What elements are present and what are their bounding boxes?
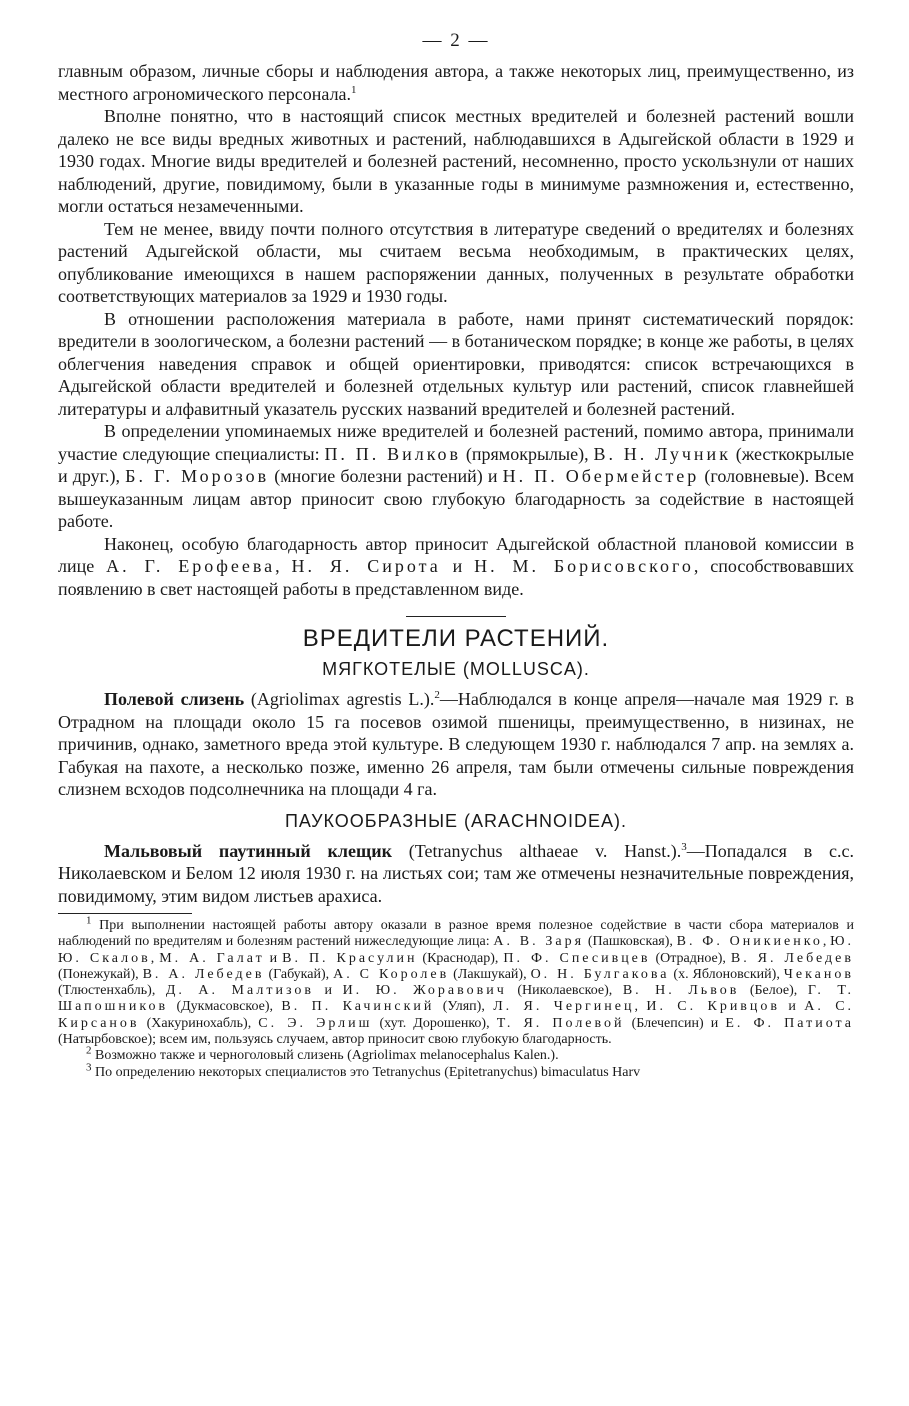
- intro-paragraph-2: Вполне понятно, что в настоящий список местных вредителей и болезней растений вошли далеко не все виды вредных животных и растений, наблюдавшихся в Адыгейской области в 1929 и 1930 годах. Многие виды вредителей и болезней растений, несомненно, просто ускользнули от наших наблюдений, другие, повидимому, были в указанные годы в минимуме размножения и, естественно, могли остаться незамеченными.: [58, 106, 854, 216]
- helper-name: О. Н. Булгакова: [530, 966, 670, 982]
- species-latin: (Tetranychus althaeae v. Hanst.).: [391, 840, 682, 861]
- intro-paragraph-5: В определении упоминаемых ниже вредителей и болезней растений, помимо автора, принимали участие следующие специалисты: П. П. Вилков (прямокрылые), В. Н. Лучник (жесткокрылые и друг.), Б. Г. Морозов (многие болезни растений) и Н. П. Обермейстер (головневые). Всем вышеуказанным лицам автор приносит свою глубокую благодарность за содействие в настоящей работе.: [58, 421, 854, 531]
- footnote-1: $^1$ При выполнении настоящей работы автору оказали в разное время полезное содействие в части сбора материалов и наблюдений по вредителям и болезням растений нижеследующие лица: А. В. Заря (Пашковская), В. Ф. Оникиенко, Ю. Ю. Скалов, М. А. Галат и В. П. Красулин (Краснодар), П. Ф. Спесивцев (Отрадное), В. Я. Лебедев (Понежукай), В. А. Лебедев (Габукай), А. С Королев (Лакшукай), О. Н. Булгакова (х. Яблоновский), Чеканов (Тлюстенхабль), Д. А. Малтизов и И. Ю. Жоравович (Николаевское), В. Н. Львов (Белое), Г. Т. Шапошников (Дукмасовское), В. П. Качинский (Уляп), Л. Я. Чергинец, И. С. Кривцов и А. С. Кирсанов (Хакуринохабль), С. Э. Эрлиш (хут. Дорошенко), Т. Я. Полевой (Блечепсин) и Е. Ф. Патиота (Натырбовское); всем им, пользуясь случаем, автор приносит свою глубокую благодарность.: [58, 914, 855, 1048]
- helper-place: (Уляп),: [434, 999, 494, 1015]
- helper-name: Е. Ф. Патиота: [725, 1015, 855, 1031]
- helper-place: ,: [150, 950, 160, 966]
- helper-place: (Габукай),: [264, 966, 334, 982]
- intro-paragraph-6: Наконец, особую благодарность автор приносит Адыгейской областной плановой комиссии в лице А. Г. Ерофеева, Н. Я. Сирота и Н. М. Борисовского, способствовавших появлению в свет настоящей работы в представленном виде.: [58, 533, 854, 599]
- helper-place: и: [264, 950, 283, 966]
- helper-place: (Краснодар),: [417, 950, 504, 966]
- helper-name: Чеканов: [783, 966, 854, 982]
- helper-name: Д. А. Малтизов: [165, 983, 315, 999]
- helper-place: (хут. Дорошенко),: [372, 1015, 497, 1031]
- helper-name: М. А. Галат: [159, 950, 265, 966]
- helper-place: ,: [634, 999, 647, 1015]
- footnote-3: $^3$ По определению некоторых специалистов это Tetranychus (Epitetranychus) bimaculatus Harv: [86, 1061, 641, 1080]
- helper-name: А. В. Заря: [493, 934, 585, 950]
- section-heading: ВРЕДИТЕЛИ РАСТЕНИЙ.: [302, 625, 610, 652]
- specialist-name: Б. Г. Морозов: [125, 466, 270, 486]
- helper-name: В. П. Красулин: [282, 950, 418, 966]
- helper-name: В. Н. Львов: [622, 983, 740, 999]
- helper-name: В. А. Лебедев: [142, 966, 265, 982]
- footnote-ref: 2: [434, 689, 440, 701]
- document-page: [58, 30, 854, 1081]
- helper-place: (Белое),: [739, 983, 808, 999]
- intro-paragraph-1: главным образом, личные сборы и наблюдения автора, а также некоторых лиц, преимущественно, из местного агрономического персонала.$^1$: [58, 61, 854, 104]
- helper-place: (Лакшукай),: [449, 966, 531, 982]
- helper-name: В. Ф. Оникиенко: [676, 934, 823, 950]
- helper-name: Т. Я. Полевой: [496, 1015, 625, 1031]
- helper-place: (Николаевское),: [506, 983, 623, 999]
- subsection-heading-mollusca: МЯГКОТЕЛЫЕ (MOLLUSCA).: [322, 659, 590, 679]
- species-latin: (Agriolimax agrestis L.).: [244, 689, 435, 709]
- helper-name: В. Я. Лебедев: [730, 950, 854, 966]
- entry-field-slug: Полевой слизень (Agriolimax agrestis L.).$^2$—Наблюдался в конце апреля—начале мая 1929 г. в Отрадном на площади около 15 га посевов озимой пшеницы, преимущественно, в низинах, не причинив, однако, заметного вреда этой культуре. В следующем 1930 г. наблюдался 7 апр. на землях а. Габукая на пахоте, а несколько позже, именно 26 апреля, там были отмечены сильные повреждения слизнем всходов подсолнечника на площади 4 га.: [58, 689, 854, 799]
- entry-spider-mite: Мальвовый паутинный клещик (Tetranychus althaeae v. Hanst.).$^3$—Попадался в с.с. Николаевском и Белом 12 июля 1930 г. на листьях сои; там же отмечены незначительные повреждения, повидимому, этим видом листьев арахиса.: [58, 840, 855, 906]
- helper-name: И. С. Кривцов: [646, 999, 781, 1015]
- helper-place: (Дукмасовское),: [168, 999, 282, 1015]
- helper-list: [58, 934, 854, 1047]
- helper-name: Г. Т. Шапошников: [58, 983, 855, 1015]
- specialist-name: В. Н. Лучник: [593, 443, 731, 464]
- helper-name: А. С Королев: [333, 966, 450, 982]
- intro-paragraph-3: Тем не менее, ввиду почти полного отсутствия в литературе сведений о вредителях и болезнях растений Адыгейской области, мы считаем весьма необходимым, в практических целях, опубликование имеющихся в нашем распоряжении данных, полученных в результате обработки соответствующих материалов за 1929 и 1930 годы.: [58, 218, 854, 306]
- footnote-rule: [58, 913, 192, 914]
- helper-name: Ю. Ю. Скалов: [58, 934, 854, 966]
- helper-name: В. П. Качинский: [281, 999, 435, 1015]
- footnote-ref: 3: [681, 840, 687, 853]
- helper-place: (Блечепсин) и: [624, 1015, 726, 1031]
- specialist-name: Н. П. Обермейстер: [502, 466, 700, 486]
- section-divider: [406, 616, 506, 617]
- helper-place: (Тлюстенхабль),: [58, 983, 166, 999]
- species-name: Полевой слизень: [104, 689, 245, 709]
- helper-name: Л. Я. Чергинец: [493, 999, 635, 1015]
- helper-place: и: [780, 999, 805, 1015]
- helper-place: (Натырбовское);: [58, 1032, 160, 1048]
- page-number: — 2 —: [422, 30, 490, 51]
- person-name: Н. М. Борисовского: [474, 556, 694, 576]
- helper-place: (х. Яблоновский),: [669, 966, 784, 982]
- helper-name: И. Ю. Жоравович: [342, 983, 507, 999]
- helper-place: (Понежукай),: [58, 966, 143, 982]
- species-name: Мальвовый паутинный клещик: [104, 840, 392, 861]
- helper-place: (Пашковская),: [584, 934, 677, 950]
- subsection-heading-arachnoidea: ПАУКООБРАЗНЫЕ (ARACHNOIDEA).: [284, 810, 628, 831]
- helper-place: ,: [822, 934, 831, 950]
- helper-name: С. Э. Эрлиш: [258, 1015, 373, 1031]
- specialist-name: П. П. Вилков: [324, 443, 462, 464]
- footnote-2: $^2$ Возможно также и черноголовый слизень (Agriolimax melanocephalus Kalen.).: [86, 1044, 559, 1064]
- helper-place: (Отрадное),: [650, 950, 731, 966]
- footnote-ref: 1: [351, 83, 357, 96]
- intro-paragraph-4: В отношении расположения материала в работе, нами принят систематический порядок: вредители в зоологическом, а болезни растений — в ботаническом порядке; в конце же работы, в целях облегчения наведения справок и общей ориентировки, приводятся: список встречающихся в Адыгейской области вредителей и болезней отдельных культур или растений, список главнейшей литературы и алфавитный указатель русских названий вредителей и болезней растений.: [58, 308, 854, 419]
- helper-name: А. С. Кирсанов: [58, 999, 855, 1031]
- helper-place: (Хакуринохабль),: [139, 1015, 259, 1031]
- helper-place: и: [314, 983, 343, 999]
- helper-name: П. Ф. Спесивцев: [503, 950, 651, 966]
- person-name: А. Г. Ерофеева: [106, 556, 276, 576]
- person-name: Н. Я. Сирота: [291, 556, 441, 576]
